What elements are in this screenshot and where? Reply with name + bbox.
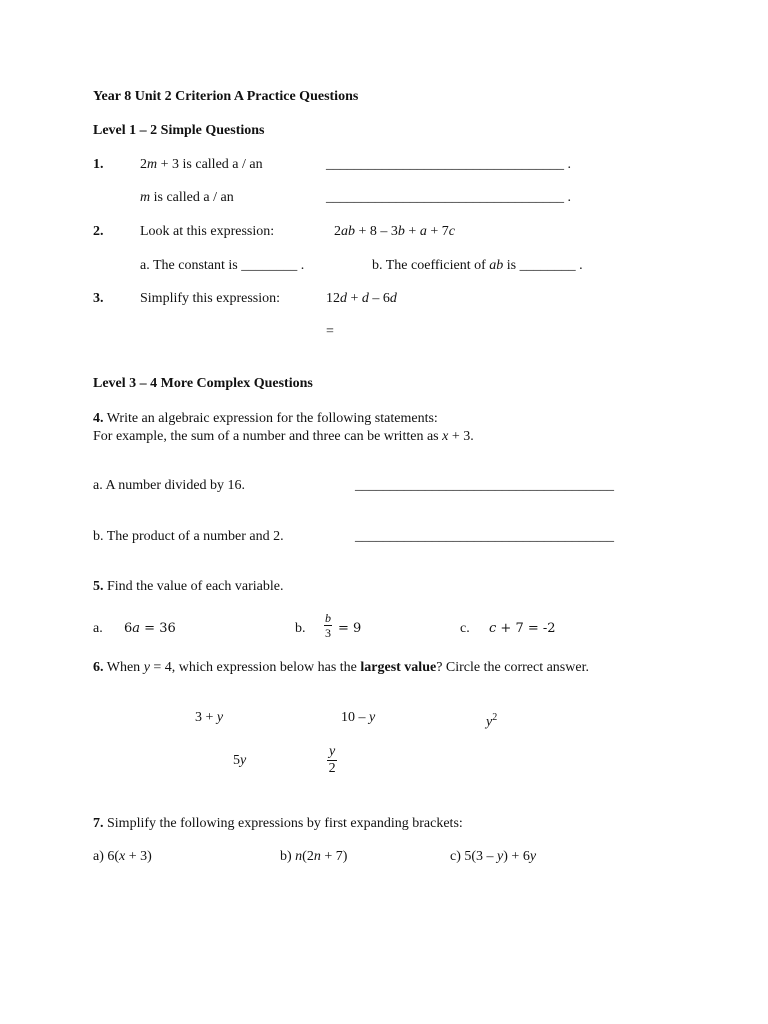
level-3-4-heading: Level 3 – 4 More Complex Questions [93,376,313,391]
question-7-prompt [93,816,463,832]
question-2b[interactable] [372,258,583,274]
expr-term: b) [280,849,296,864]
fraction-numerator: b [325,611,331,625]
question-7c[interactable] [450,849,536,865]
expr-variable: ab [489,258,504,273]
expr-variable: n [313,849,321,864]
question-7-number: 7. [93,816,104,831]
option-10-minus-y[interactable] [341,710,375,726]
expr-variable: d [389,291,397,306]
expr-term: + 7 [426,224,449,239]
expr-term: 5 [233,753,240,768]
expr-term: 12 [326,291,340,306]
expr-variable: y [143,660,150,675]
expr-term: = 36 [140,621,176,636]
fraction-denominator: 2 [328,761,336,776]
expr-variable: n [295,849,303,864]
question-3-prompt: Simplify this expression: [140,291,280,306]
expr-variable: d [361,291,369,306]
expr-variable: y [486,714,493,730]
prompt-text: Find the value of each variable. [103,579,284,594]
expr-variable: a [419,224,427,239]
answer-blank-1b[interactable]: __________________________________ . [326,190,571,205]
expr-variable: m [147,157,158,172]
expr-variable: x [442,429,449,444]
text: b. The coefficient of [372,258,490,273]
question-4b: b. The product of a number and 2. [93,529,284,544]
question-3-number: 3. [93,291,104,306]
fraction-numerator: y [329,744,336,759]
question-4a: a. A number divided by 16. [93,478,246,493]
question-5-prompt [93,579,283,595]
level-1-2-heading: Level 1 – 2 Simple Questions [93,123,265,138]
expr-text: is called a / an [150,190,234,205]
expr-term: + [347,291,362,306]
exponent: 2 [492,712,498,723]
option-y-over-2[interactable] [327,744,337,777]
question-1-line-1 [140,157,263,173]
question-7a[interactable] [93,849,152,865]
expr-term: + [404,224,420,239]
question-4-number: 4. [93,411,104,426]
expr-variable: a [132,621,141,636]
expr-term: 10 – [341,710,369,725]
page-title: Year 8 Unit 2 Criterion A Practice Questions [93,89,359,104]
expr-variable: c [489,621,497,636]
expr-term: ) + 6 [503,849,530,864]
expr-variable: c [448,224,455,239]
text: ? Circle the correct answer. [436,660,589,675]
question-3-expression [326,291,397,307]
expr-term: 3 + [195,710,217,725]
text: + 3. [448,429,474,444]
expr-text: + 3 is called a / an [157,157,263,172]
emphasis-text: largest value [360,660,437,675]
expr-term: a) 6( [93,849,120,864]
text: = 4, which expression below has the [149,660,361,675]
answer-blank-1a[interactable]: __________________________________ . [326,157,571,172]
expr-term: 6 [124,621,133,636]
question-5c-equation[interactable] [489,621,556,637]
question-6-prompt [93,660,589,676]
expr-term: + 3) [125,849,152,864]
question-3-equals[interactable]: = [326,324,334,339]
question-4-prompt [93,411,438,427]
question-5a-equation[interactable] [124,621,176,637]
expr-term: – 6 [368,291,390,306]
question-7b[interactable] [280,849,347,865]
answer-blank-4b[interactable]: _____________________________________ [355,529,614,544]
text: is ________ . [503,258,583,273]
question-2-expression [334,224,455,240]
question-2-prompt: Look at this expression: [140,224,275,239]
text: When [103,660,144,675]
question-6-number: 6. [93,660,104,675]
option-y-squared[interactable] [486,710,497,731]
expr-variable: d [340,291,347,306]
question-4-example [93,429,474,445]
question-5b-fraction[interactable] [324,611,332,640]
expr-variable: y [216,710,224,725]
text: For example, the sum of a number and three can be written as [93,429,443,444]
expr-term: (2 [302,849,314,864]
question-2a[interactable]: a. The constant is ________ . [140,258,305,273]
question-5b-label: b. [295,621,306,636]
expr-variable: ab [341,224,355,239]
prompt-text: Write an algebraic expression for the following statements: [103,411,438,426]
expr-variable: y [240,753,247,768]
question-1-number: 1. [93,157,104,172]
expr-coefficient: 2 [140,157,147,172]
expr-variable: y [497,849,504,864]
option-5y[interactable] [233,753,246,769]
expr-term: + 7 = -2 [496,621,556,636]
prompt-text: Simplify the following expressions by first expanding brackets: [103,816,463,831]
question-5a-label: a. [93,621,103,636]
expr-variable: m [140,190,151,205]
option-3-plus-y[interactable] [195,710,223,726]
expr-term: c) 5(3 – [450,849,498,864]
expr-variable: y [529,849,537,864]
expr-term: + 8 – 3 [355,224,398,239]
question-2-number: 2. [93,224,104,239]
expr-term: + 7) [320,849,348,864]
expr-variable: y [369,710,376,725]
question-1-line-2 [140,190,234,206]
question-5-number: 5. [93,579,104,594]
question-5b-equation: = 9 [338,621,362,636]
expr-term: 2 [334,224,341,239]
expr-variable: x [119,849,126,864]
fraction-denominator: 3 [325,626,331,640]
expr-variable: b [397,224,405,239]
answer-blank-4a[interactable]: _____________________________________ [355,478,614,493]
question-5c-label: c. [460,621,470,636]
